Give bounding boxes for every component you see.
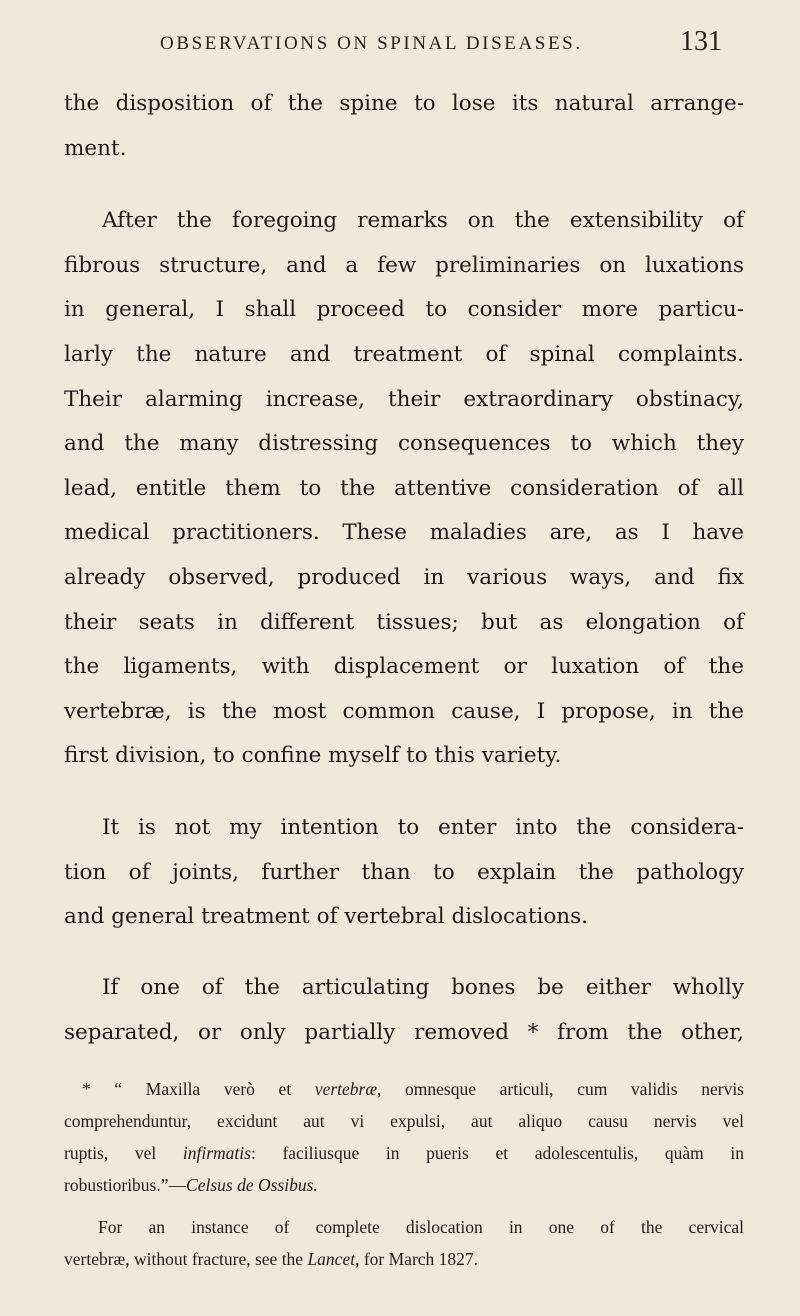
body-line: ment.: [64, 136, 127, 161]
body-line: first division, to confine myself to this variety.: [64, 743, 562, 768]
footnote-line: [82, 1078, 744, 1100]
footnote-line: [64, 1174, 744, 1196]
body-line: It is not my intention to enter into the considera-: [102, 815, 744, 840]
body-line: vertebræ, is the most common cause, I propose, in the: [64, 699, 744, 724]
footnote-text: robustioribus.”—: [64, 1175, 187, 1195]
footnote-text: , for March 1827.: [355, 1249, 479, 1269]
body-line: already observed, produced in various ways, and fix: [64, 565, 744, 590]
footnote-text: vertebræ, without fracture, see the: [64, 1249, 308, 1269]
body-line: medical practitioners. These maladies are, as I have: [64, 520, 744, 545]
body-line: If one of the articulating bones be either wholly: [102, 975, 744, 1000]
body-line: Their alarming increase, their extraordinary obstinacy,: [64, 387, 744, 412]
footnote-text: : faciliusque in pueris et adolescentulis, quàm in: [250, 1143, 744, 1163]
body-line: the ligaments, with displacement or luxation of the: [64, 654, 744, 679]
body-line: After the foregoing remarks on the extensibility of: [102, 208, 744, 233]
body-line: tion of joints, further than to explain the pathology: [64, 860, 744, 885]
footnote-italic: infirmatis: [182, 1143, 251, 1163]
body-line: the disposition of the spine to lose its natural arrange-: [64, 91, 744, 116]
body-line: in general, I shall proceed to consider more particu-: [64, 297, 744, 322]
body-line: lead, entitle them to the attentive consideration of all: [64, 476, 744, 501]
body-line: separated, or only partially removed * from the other,: [64, 1020, 744, 1045]
footnote-line: [64, 1248, 744, 1270]
running-head: OBSERVATIONS ON SPINAL DISEASES.: [160, 33, 583, 54]
body-line: larly the nature and treatment of spinal complaints.: [64, 342, 744, 367]
footnote-text: ruptis, vel: [64, 1143, 183, 1163]
footnote-line: comprehenduntur, excidunt aut vi expulsi, aut aliquo causu nervis vel: [64, 1111, 744, 1131]
footnote-line: For an instance of complete dislocation in one of the cervical: [98, 1217, 744, 1237]
body-line: their seats in different tissues; but as elongation of: [64, 610, 744, 635]
footnote-text: * “ Maxilla verò et: [82, 1079, 315, 1099]
footnote-line: [64, 1142, 744, 1164]
footnote-italic: Lancet: [307, 1249, 356, 1269]
body-line: and general treatment of vertebral dislocations.: [64, 904, 588, 929]
body-line: and the many distressing consequences to which they: [64, 431, 744, 456]
page-number: 131: [680, 26, 722, 57]
footnote-text: , omnesque articuli, cum validis nervis: [377, 1079, 744, 1099]
footnote-citation: Celsus de Ossibus.: [186, 1175, 318, 1195]
footnote-italic: vertebræ: [314, 1079, 378, 1099]
page-header: [0, 28, 800, 68]
body-line: fibrous structure, and a few preliminaries on luxations: [64, 253, 744, 278]
